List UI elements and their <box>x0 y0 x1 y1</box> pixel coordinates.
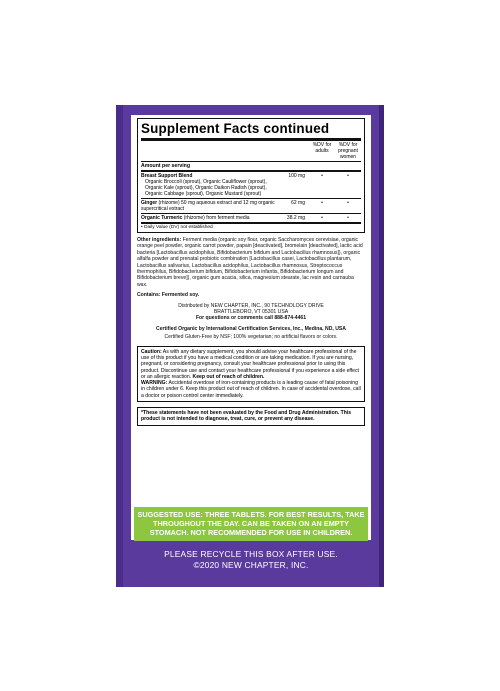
copyright-text: ©2020 NEW CHAPTER, INC. <box>193 560 309 570</box>
table-row <box>141 199 361 214</box>
gluten-free: Certified Gluten-Free by NSF; 100% vegetarian; no artificial flavors or colors. <box>164 334 338 341</box>
supplement-facts-title: Supplement Facts continued <box>141 121 361 141</box>
contains-statement <box>137 292 365 298</box>
box-side-right <box>379 105 384 587</box>
ingredient-detail: (rhizome) 50 mg aqueous extract and 12 mg organic supercritical extract <box>141 200 275 212</box>
caution-text: As with any dietary supplement, you should advise your healthcare professional of the use of this product if you have a medical condition or are taking medication. If you are nursing, pregnant, or considering pregnancy, consult your healthcare professional prior to using this product. Discontinue use and contact your healthcare professional if you experience a side effect or an allergic reaction. <box>141 348 359 380</box>
supplement-facts-panel <box>137 118 365 233</box>
label-content <box>137 118 365 426</box>
ingredient-dv-pregnant: • <box>347 173 349 179</box>
distributor-city: BRATTLEBORO, VT 05301 USA <box>213 309 289 316</box>
caution-box <box>137 346 365 402</box>
table-row <box>141 214 361 222</box>
ingredient-qty: 62 mg <box>291 200 305 206</box>
distributor-line: Distributed by NEW CHAPTER, INC., 90 TECHNOLOGY DRIVE <box>178 302 324 309</box>
fda-disclaimer: *These statements have not been evaluated by the Food and Drug Administration. This product is not intended to diagnose, treat, cure, or prevent any disease. <box>137 407 365 426</box>
certified-organic: Certified Organic by International Certification Services, Inc., Medina, ND, USA <box>156 325 346 332</box>
ingredient-name: Breast Support Blend <box>141 173 193 179</box>
dv-pregnant-header: %DV for pregnant women <box>338 142 358 160</box>
contact-line: For questions or comments call 888-874-4461 <box>195 315 307 322</box>
ingredient-dv-adults: • <box>321 200 323 206</box>
contains-text: Contains: Fermented soy. <box>137 292 200 299</box>
warning-label: WARNING: <box>141 380 168 387</box>
suggested-use-banner: SUGGESTED USE: THREE TABLETS. FOR BEST RESULTS, TAKE THROUGHOUT THE DAY. CAN BE TAKEN ON AN EMPTY STOMACH. NOT RECOMMENDED FOR USE IN CHILDREN. <box>134 507 368 541</box>
dv-headers <box>141 141 361 162</box>
ingredient-name: Organic Turmeric <box>141 215 183 221</box>
recycle-text: PLEASE RECYCLE THIS BOX AFTER USE. <box>164 549 338 559</box>
amount-per-serving: Amount per serving <box>141 162 361 172</box>
recycle-notice <box>123 549 379 571</box>
distributor-info <box>137 303 365 322</box>
caution-label: Caution: <box>141 348 162 355</box>
other-ingredients-label: Other ingredients: <box>137 237 182 243</box>
ingredient-qty: 100 mg <box>288 173 305 179</box>
ingredient-name: Ginger <box>141 200 158 206</box>
ingredient-dv-adults: • <box>321 215 323 221</box>
table-row <box>141 172 361 199</box>
ingredient-qty: 38.2 mg <box>286 215 305 221</box>
ingredient-dv-adults: • <box>321 173 323 179</box>
ingredient-detail: (rhizome) from ferment media <box>182 215 250 221</box>
dv-adults-header: %DV for adults <box>312 142 332 154</box>
other-ingredients-text: Ferment media (organic soy flour, organic Saccharomyces cerevisiae, organic orange peel powder, organic carrot powder, papain [deactivated], bromelain [deactivated], lactic acid bacteria [Lactobacillus acidophilus, Bifidobacterium bifidum and Lactobacillus rhamnosus]), organic alfalfa powder and prenatal probiotic combination [Lactobacillus casei, Lactobacillus plantarum, Lactobacillus salivarius, Lactobacillus acidophilus, Lactobacillus rhamnosus, Streptococcus thermophilus, Bifidobacterium bifidum, Bifidobacterium infantis, Bifidobacterium longum and Bifidobacterium breve]), organic gum acacia, silica, magnesium stearate, lac resin and carnauba wax. <box>137 237 363 288</box>
warning-text: Accidental overdose of iron-containing products is a leading cause of fatal poisoning in children under 6. Keep this product out of reach of children. In case of accidental overdose, call a doctor or poison control center immediately. <box>141 380 361 399</box>
ingredient-dv-pregnant: • <box>347 200 349 206</box>
other-ingredients <box>137 237 365 288</box>
ingredient-sub: Organic Broccoli (sprout), Organic Cauliflower (sprout), Organic Kale (sprout), Organic Daikon Radish (sprout), Organic Cabbage (sprout), Organic Mustard (sprout) <box>145 179 267 197</box>
caution-keep: Keep out of reach of children. <box>192 373 265 380</box>
ingredient-dv-pregnant: • <box>347 215 349 221</box>
dv-footnote: • Daily Value (DV) not established <box>141 222 361 230</box>
box-side-left <box>116 105 123 587</box>
